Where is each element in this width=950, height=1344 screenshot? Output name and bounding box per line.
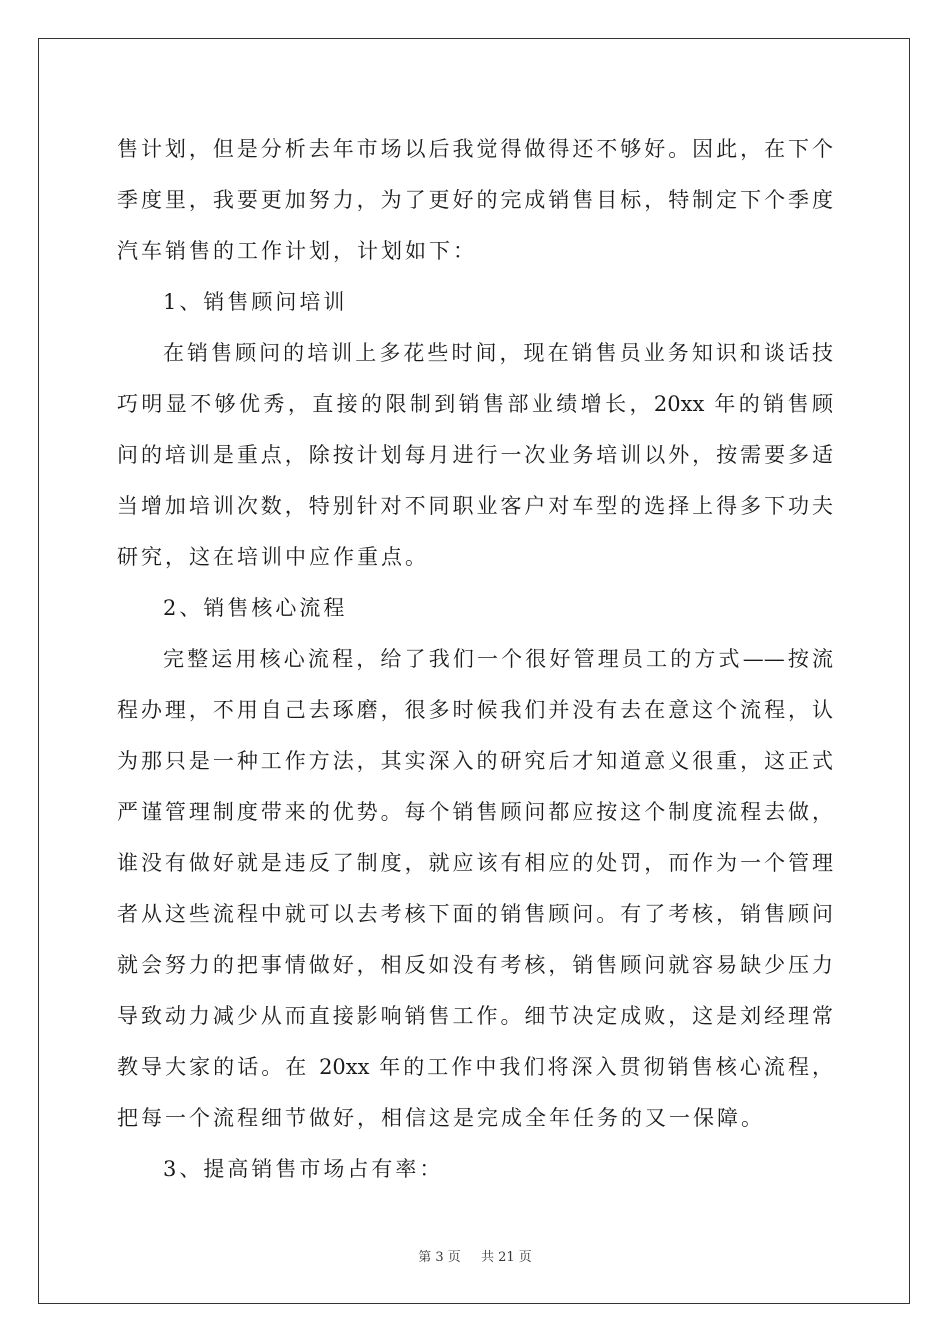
paragraph-line: 谁没有做好就是违反了制度，就应该有相应的处罚，而作为一个管理 (117, 851, 833, 875)
page-footer (0, 1246, 950, 1265)
paragraph-line: 严谨管理制度带来的优势。每个销售顾问都应按这个制度流程去做， (117, 800, 833, 824)
paragraph-line: 汽车销售的工作计划，计划如下： (117, 239, 477, 263)
page-number: 第 3 页 (418, 1250, 461, 1265)
section-heading: 3、提高销售市场占有率： (163, 1157, 444, 1181)
paragraph-line: 把每一个流程细节做好，相信这是完成全年任务的又一保障。 (117, 1106, 765, 1130)
paragraph-line: 问的培训是重点，除按计划每月进行一次业务培训以外，按需要多适 (117, 443, 833, 467)
paragraph-line: 在销售顾问的培训上多花些时间，现在销售员业务知识和谈话技 (163, 341, 833, 365)
section-heading: 2、销售核心流程 (163, 596, 348, 620)
paragraph-line: 研究，这在培训中应作重点。 (117, 545, 429, 569)
paragraph-line: 当增加培训次数，特别针对不同职业客户对车型的选择上得多下功夫 (117, 494, 833, 518)
paragraph-line: 季度里，我要更加努力，为了更好的完成销售目标，特制定下个季度 (117, 188, 833, 212)
paragraph-line: 导致动力减少从而直接影响销售工作。细节决定成败，这是刘经理常 (117, 1004, 833, 1028)
paragraph-line: 程办理，不用自己去琢磨，很多时候我们并没有去在意这个流程，认 (117, 698, 833, 722)
paragraph-line: 教导大家的话。在 20xx 年的工作中我们将深入贯彻销售核心流程， (117, 1055, 833, 1079)
document-body (117, 124, 833, 1195)
paragraph-line: 售计划，但是分析去年市场以后我觉得做得还不够好。因此，在下个 (117, 137, 833, 161)
paragraph-line: 巧明显不够优秀，直接的限制到销售部业绩增长，20xx 年的销售顾 (117, 392, 833, 416)
paragraph-line: 为那只是一种工作方法，其实深入的研究后才知道意义很重，这正式 (117, 749, 833, 773)
section-heading: 1、销售顾问培训 (163, 290, 348, 314)
page-total: 共 21 页 (480, 1250, 532, 1265)
paragraph-line: 完整运用核心流程，给了我们一个很好管理员工的方式——按流 (163, 647, 833, 671)
paragraph-line: 就会努力的把事情做好，相反如没有考核，销售顾问就容易缺少压力 (117, 953, 833, 977)
paragraph-line: 者从这些流程中就可以去考核下面的销售顾问。有了考核，销售顾问 (117, 902, 833, 926)
